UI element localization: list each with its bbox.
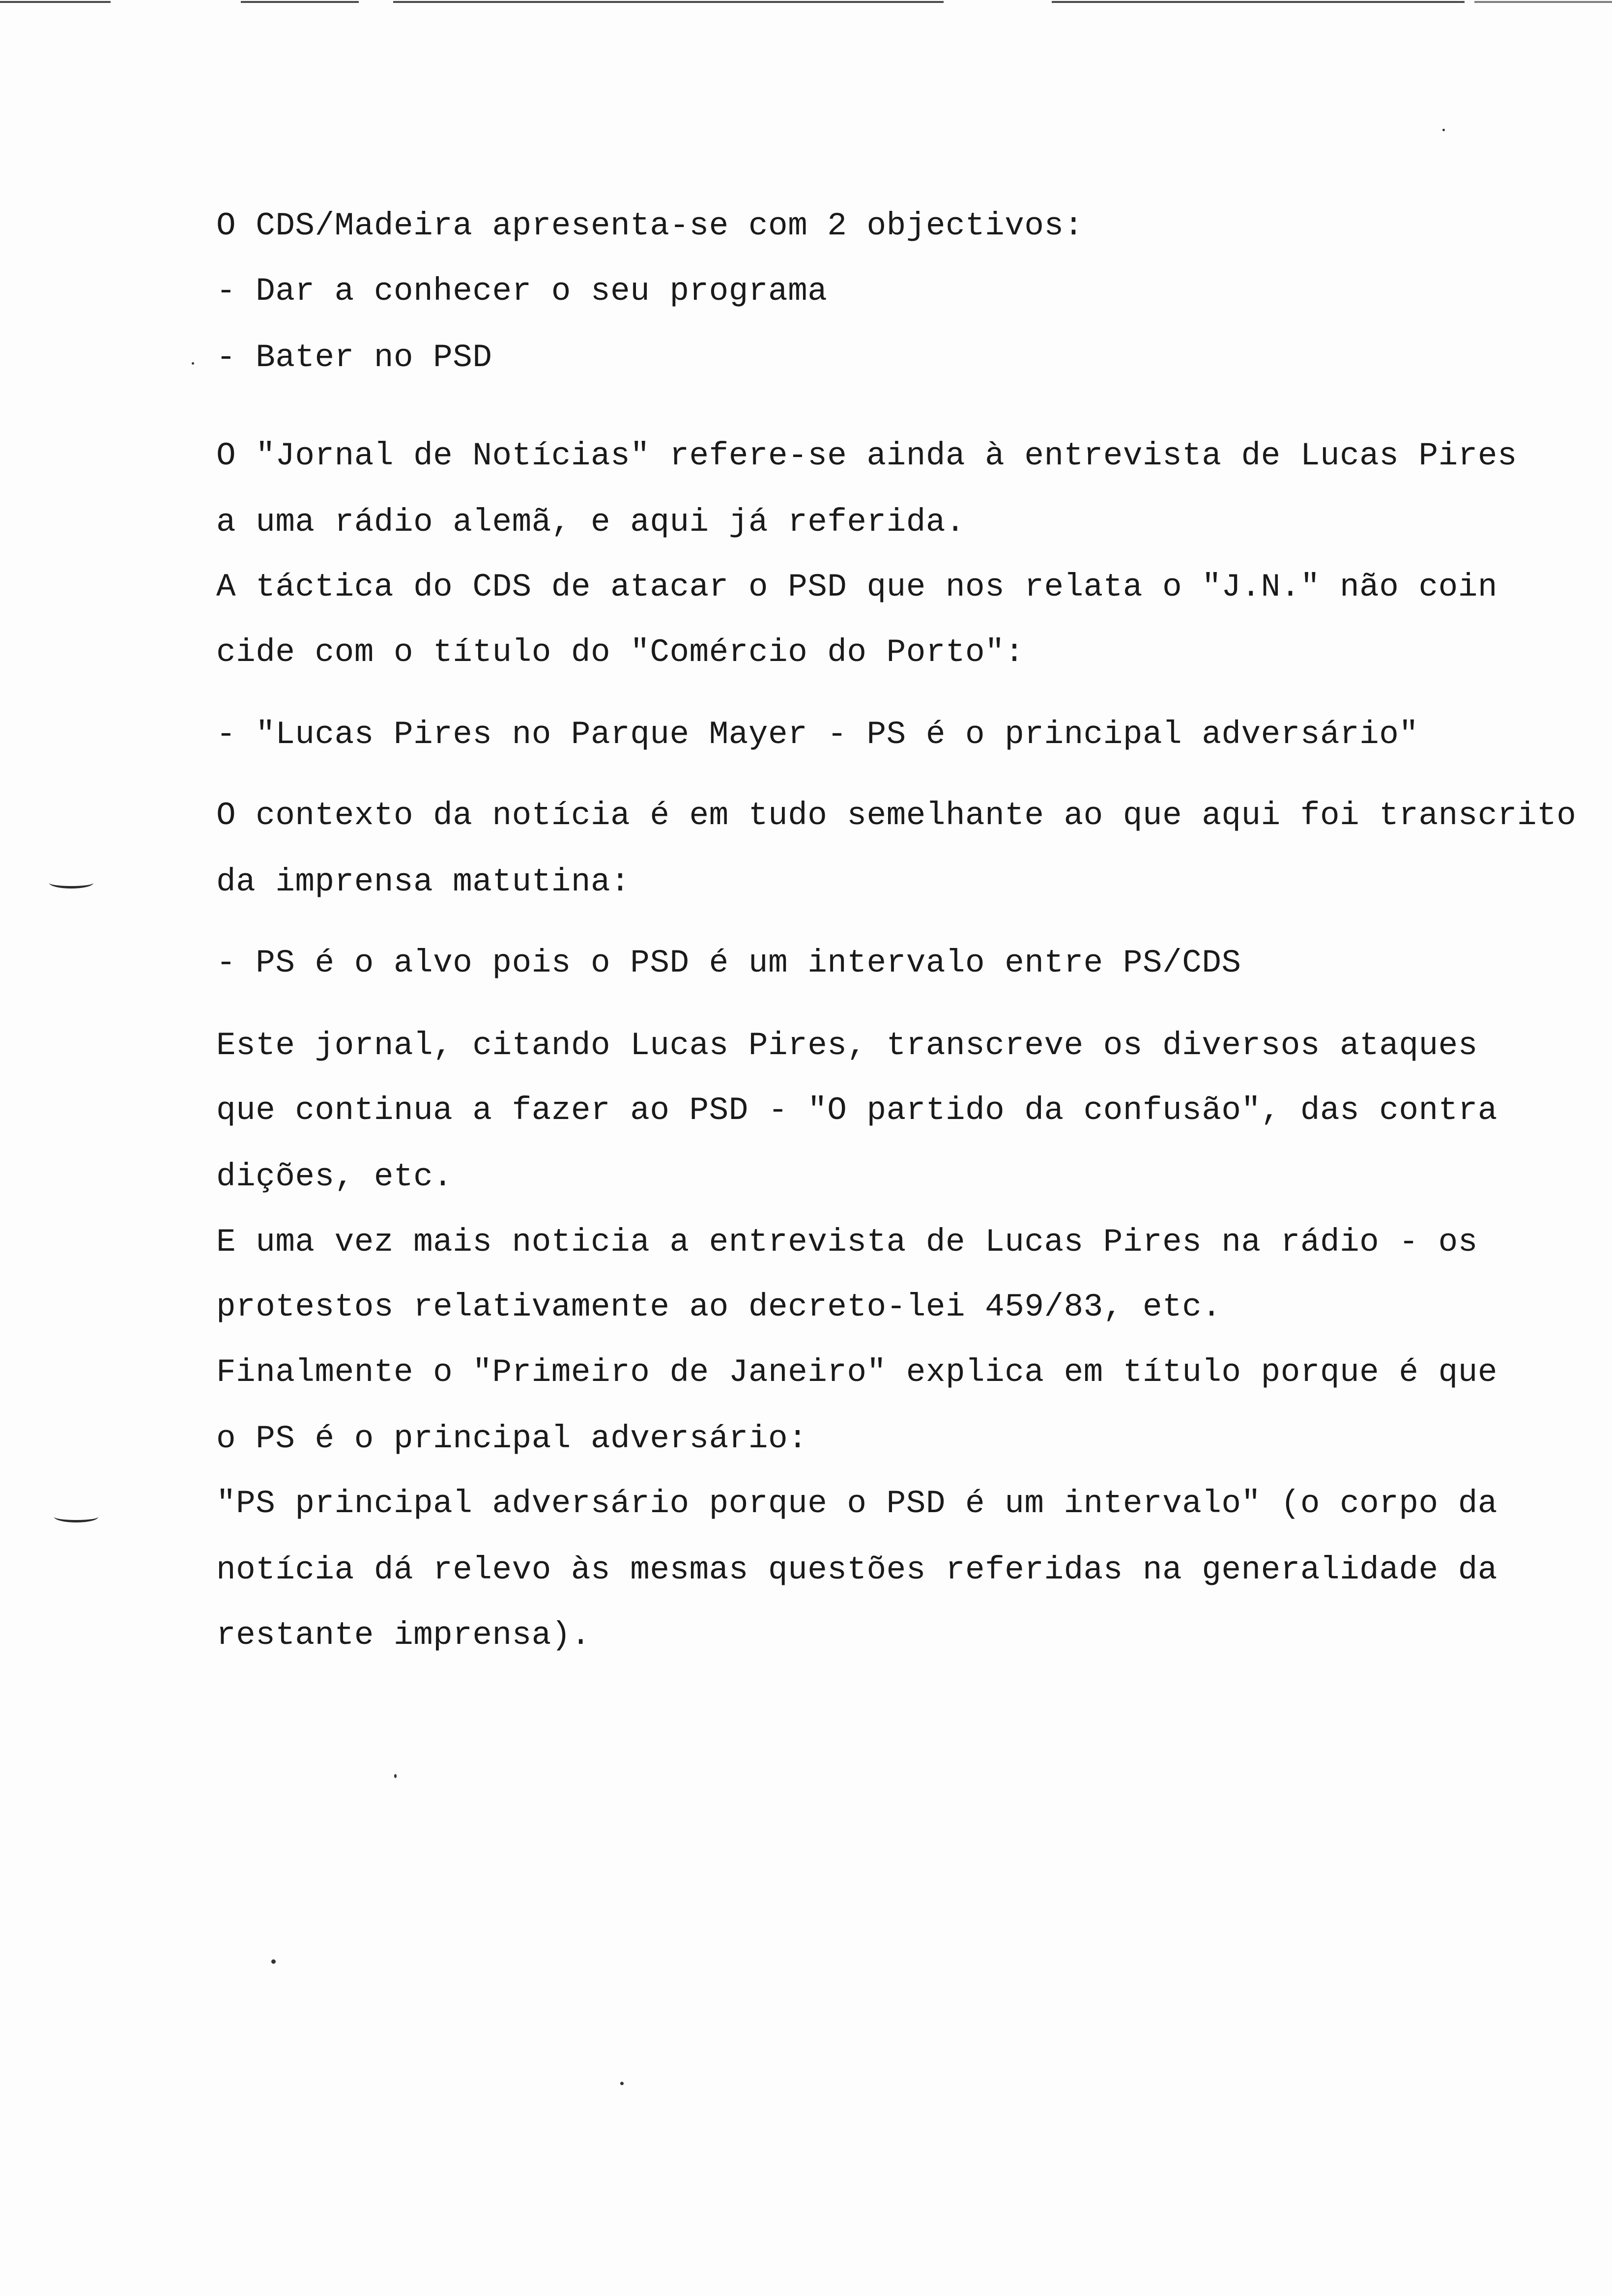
text-line: O "Jornal de Notícias" refere-se ainda à entrevista de Lucas Pires bbox=[216, 437, 1518, 474]
text-line: notícia dá relevo às mesmas questões referidas na generalidade da bbox=[216, 1551, 1497, 1588]
text-line: O contexto da notícia é em tudo semelhante ao que aqui foi transcrito bbox=[216, 797, 1577, 834]
text-line: Este jornal, citando Lucas Pires, transcreve os diversos ataques bbox=[216, 1027, 1478, 1064]
text-line: Finalmente o "Primeiro de Janeiro" explica em título porque é que bbox=[216, 1354, 1497, 1391]
text-line: - Dar a conhecer o seu programa bbox=[216, 273, 828, 310]
punch-hole-mark bbox=[49, 877, 93, 889]
scan-edge-line bbox=[393, 1, 944, 3]
scan-edge-line bbox=[0, 1, 111, 3]
text-line: - PS é o alvo pois o PSD é um intervalo entre PS/CDS bbox=[216, 945, 1241, 981]
text-line: que continua a fazer ao PSD - "O partido da confusão", das contra bbox=[216, 1092, 1497, 1129]
text-line: E uma vez mais noticia a entrevista de Lucas Pires na rádio - os bbox=[216, 1224, 1478, 1261]
text-line: A táctica do CDS de atacar o PSD que nos relata o "J.N." não coin bbox=[216, 569, 1497, 605]
speck bbox=[1442, 129, 1445, 131]
speck bbox=[192, 362, 194, 365]
speck bbox=[620, 2082, 624, 2085]
text-line: restante imprensa). bbox=[216, 1617, 591, 1654]
text-line: protestos relativamente ao decreto-lei 459/83, etc. bbox=[216, 1289, 1222, 1325]
scan-edge-line bbox=[1052, 1, 1465, 3]
text-line: cide com o título do "Comércio do Porto": bbox=[216, 634, 1025, 671]
text-line: dições, etc. bbox=[216, 1158, 453, 1195]
scan-edge-line bbox=[241, 1, 359, 3]
text-line: "PS principal adversário porque o PSD é um intervalo" (o corpo da bbox=[216, 1485, 1497, 1522]
text-line: - "Lucas Pires no Parque Mayer - PS é o principal adversário" bbox=[216, 716, 1419, 753]
speck bbox=[394, 1774, 397, 1778]
text-line: o PS é o principal adversário: bbox=[216, 1420, 808, 1457]
punch-hole-mark bbox=[54, 1511, 98, 1522]
text-line: da imprensa matutina: bbox=[216, 863, 631, 900]
scan-edge-line bbox=[1474, 1, 1612, 3]
text-line: O CDS/Madeira apresenta-se com 2 objectivos: bbox=[216, 207, 1084, 244]
speck bbox=[271, 1959, 276, 1964]
text-line: a uma rádio alemã, e aqui já referida. bbox=[216, 504, 966, 541]
text-line: - Bater no PSD bbox=[216, 339, 492, 376]
